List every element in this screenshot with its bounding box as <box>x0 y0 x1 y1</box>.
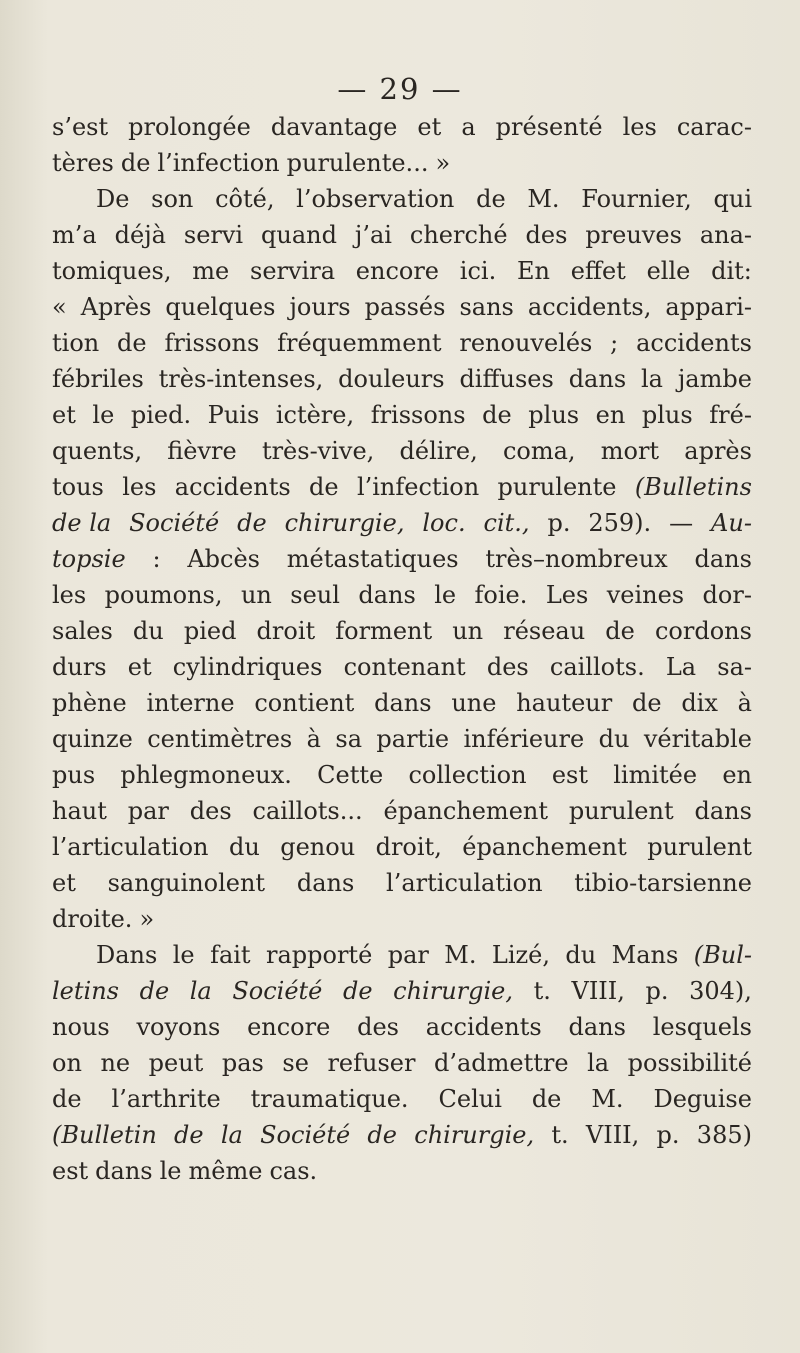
word: quelques <box>165 293 276 321</box>
word: 259). <box>588 509 652 537</box>
word: purulente <box>497 473 617 501</box>
word: cherché <box>409 221 508 249</box>
word: par <box>127 797 169 825</box>
word: la <box>220 1121 243 1149</box>
word: fré- <box>709 401 752 429</box>
word: de <box>120 149 151 177</box>
word: elle <box>646 257 691 285</box>
word: Cette <box>317 761 384 789</box>
word: topsie <box>52 545 126 573</box>
text-line <box>52 613 752 649</box>
word: de <box>139 977 170 1005</box>
word: dans <box>568 365 627 393</box>
word: quents, <box>52 437 143 465</box>
word: contient <box>254 689 355 717</box>
word: purulente... <box>286 149 429 177</box>
word: sales <box>52 617 113 645</box>
word: la <box>641 365 663 393</box>
word: accidents <box>636 329 752 357</box>
word: des <box>525 221 568 249</box>
word: on <box>52 1049 82 1077</box>
text-line <box>52 397 752 433</box>
word: présenté <box>495 113 603 141</box>
word: effet <box>570 257 626 285</box>
word: Les <box>545 581 589 609</box>
word: Dans <box>96 941 158 969</box>
word: très-vive, <box>261 437 375 465</box>
word: renouvelés <box>459 329 593 357</box>
word: droit, <box>375 833 442 861</box>
word: forment <box>335 617 433 645</box>
word: Au- <box>711 509 752 537</box>
text-line <box>52 325 752 361</box>
word: de <box>531 1085 562 1113</box>
text-line <box>52 433 752 469</box>
word: et <box>52 401 76 429</box>
word: prolongée <box>128 113 251 141</box>
word: p. <box>656 1121 680 1149</box>
word: centimètres <box>147 725 293 753</box>
word: son <box>151 185 194 213</box>
word: purulent <box>647 833 752 861</box>
text-line <box>52 1045 752 1081</box>
word: caillots... <box>252 797 363 825</box>
word: t. <box>533 977 551 1005</box>
word: dans <box>374 689 432 717</box>
word: de <box>605 617 635 645</box>
word: les <box>622 113 657 141</box>
word: caillots. <box>549 653 645 681</box>
word: de <box>237 509 267 537</box>
word: peut <box>148 1049 204 1077</box>
word: Puis <box>207 401 260 429</box>
word: mort <box>600 437 660 465</box>
word: limitée <box>613 761 698 789</box>
word: chirurgie, <box>284 509 405 537</box>
word: Lizé, <box>491 941 550 969</box>
text-line <box>52 973 752 1009</box>
word: l’articulation <box>386 869 543 897</box>
word: droit <box>256 617 316 645</box>
word: contenant <box>343 653 466 681</box>
word: purulent <box>568 797 674 825</box>
text-line <box>52 829 752 865</box>
word: et <box>52 869 76 897</box>
word: du <box>132 617 164 645</box>
word: seul <box>290 581 340 609</box>
word: poumons, <box>104 581 223 609</box>
word: du <box>598 725 630 753</box>
word: M. <box>591 1085 624 1113</box>
word: traumatique. <box>250 1085 409 1113</box>
word: En <box>516 257 550 285</box>
word: s’est <box>52 113 109 141</box>
word: 385) <box>696 1121 752 1149</box>
word: frissons <box>370 401 466 429</box>
word: délire, <box>399 437 478 465</box>
word: cit., <box>483 509 530 537</box>
word: servi <box>183 221 244 249</box>
word: diffuses <box>459 365 554 393</box>
word: chirurgie, <box>414 1121 535 1149</box>
word: M. <box>444 941 477 969</box>
word: tous <box>52 473 104 501</box>
word: fébriles <box>52 365 144 393</box>
word: passés <box>364 293 446 321</box>
word: « <box>52 293 67 321</box>
word: letins <box>52 977 119 1005</box>
word: cas. <box>269 1157 318 1185</box>
word: par <box>387 941 429 969</box>
word: pied. <box>130 401 192 429</box>
word: déjà <box>114 221 166 249</box>
word: l’articulation <box>52 833 209 861</box>
word: servira <box>250 257 336 285</box>
word: dans <box>358 581 416 609</box>
word: cylindriques <box>172 653 323 681</box>
word: (Bulletins <box>634 473 752 501</box>
word: après <box>684 437 752 465</box>
word: loc. <box>422 509 466 537</box>
word: La <box>665 653 697 681</box>
body-text <box>52 109 752 1189</box>
word: durs <box>52 653 107 681</box>
word: ici. <box>459 257 497 285</box>
word: dit: <box>711 257 752 285</box>
word: VIII, <box>571 977 625 1005</box>
word: 304), <box>689 977 752 1005</box>
word: est <box>551 761 588 789</box>
word: phène <box>52 689 127 717</box>
word: tomiques, <box>52 257 172 285</box>
word: de <box>174 1121 204 1149</box>
word: ne <box>100 1049 131 1077</box>
text-line <box>52 1117 752 1153</box>
text-line <box>52 145 752 181</box>
word: sans <box>459 293 514 321</box>
word: du <box>228 833 260 861</box>
word: de <box>342 977 373 1005</box>
word: accidents <box>425 1013 542 1041</box>
word: de <box>52 1085 82 1113</box>
word: de <box>367 1121 397 1149</box>
word: frissons <box>164 329 260 357</box>
word: accidents, <box>527 293 652 321</box>
word: (Bulletin <box>52 1121 157 1149</box>
word: partie <box>376 725 450 753</box>
text-line <box>52 685 752 721</box>
word: qui <box>713 185 752 213</box>
word: plus <box>528 401 580 429</box>
word: dans <box>296 869 355 897</box>
word: sa- <box>717 653 752 681</box>
word: nous <box>52 1013 110 1041</box>
word: ; <box>610 329 619 357</box>
word: de <box>476 185 506 213</box>
word: est <box>52 1157 89 1185</box>
word: de <box>117 329 147 357</box>
word: M. <box>527 185 560 213</box>
word: dans <box>694 797 752 825</box>
word: inférieure <box>463 725 585 753</box>
word: p. <box>645 977 669 1005</box>
word: en <box>595 401 626 429</box>
word: à <box>737 689 752 717</box>
word: phlegmoneux. <box>120 761 292 789</box>
word: l’infection <box>356 473 480 501</box>
text-line <box>52 1153 752 1189</box>
word: VIII, <box>585 1121 640 1149</box>
text-line <box>52 253 752 289</box>
text-line <box>52 865 752 901</box>
text-line <box>52 289 752 325</box>
word: véritable <box>643 725 752 753</box>
word: encore <box>355 257 440 285</box>
word: ictère, <box>275 401 355 429</box>
word: très–nombreux <box>485 545 668 573</box>
word: encore <box>247 1013 331 1041</box>
text-line <box>52 721 752 757</box>
word: le <box>92 401 115 429</box>
word: et <box>127 653 152 681</box>
word: plus <box>641 401 693 429</box>
word: haut <box>52 797 107 825</box>
word: quinze <box>52 725 133 753</box>
word: la <box>587 1049 610 1077</box>
word: de <box>482 401 512 429</box>
text-line <box>52 577 752 613</box>
word: p. <box>547 509 571 537</box>
word: possibilité <box>627 1049 752 1077</box>
text-line <box>52 361 752 397</box>
word: tères <box>52 149 114 177</box>
word: à <box>306 725 321 753</box>
word: — <box>669 509 694 537</box>
word: » <box>139 905 155 933</box>
word: et <box>417 113 442 141</box>
word: l’arthrite <box>111 1085 221 1113</box>
word: (Bul- <box>693 941 752 969</box>
word: la <box>189 977 212 1005</box>
word: même <box>188 1157 263 1185</box>
word: réseau <box>503 617 586 645</box>
word: a <box>461 113 476 141</box>
word: côté, <box>215 185 275 213</box>
word: en <box>722 761 752 789</box>
word: des <box>357 1013 399 1041</box>
text-line <box>52 505 752 541</box>
word: foie. <box>474 581 528 609</box>
word: jambe <box>677 365 752 393</box>
word: fièvre <box>167 437 237 465</box>
word: le <box>434 581 457 609</box>
word: De <box>96 185 130 213</box>
word: coma, <box>502 437 576 465</box>
word: hauteur <box>516 689 613 717</box>
word: pus <box>52 761 96 789</box>
word: quand <box>261 221 337 249</box>
word: dans <box>694 545 752 573</box>
page-number: — 29 — <box>337 72 463 106</box>
text-line <box>52 757 752 793</box>
word: » <box>435 149 451 177</box>
word: refuser <box>327 1049 416 1077</box>
text-line <box>52 541 752 577</box>
word: très-intenses, <box>158 365 324 393</box>
word: veines <box>606 581 685 609</box>
word: accidents <box>174 473 291 501</box>
word: tion <box>52 329 100 357</box>
word: un <box>240 581 272 609</box>
word: Société <box>129 509 220 537</box>
word: une <box>451 689 497 717</box>
word: droite. <box>52 905 133 933</box>
text-line <box>52 217 752 253</box>
word: collection <box>408 761 527 789</box>
word: rapporté <box>266 941 373 969</box>
word: les <box>122 473 157 501</box>
word: interne <box>146 689 235 717</box>
text-line <box>52 937 752 973</box>
word: pied <box>183 617 237 645</box>
word: me <box>192 257 230 285</box>
word: lesquels <box>652 1013 752 1041</box>
word: genou <box>280 833 356 861</box>
word: douleurs <box>338 365 445 393</box>
word: fréquemment <box>277 329 442 357</box>
text-line <box>52 793 752 829</box>
word: du <box>565 941 597 969</box>
word: dor- <box>702 581 752 609</box>
word: le <box>172 941 195 969</box>
word: de <box>631 689 662 717</box>
word: preuves <box>585 221 682 249</box>
word: de la <box>52 509 112 537</box>
word: dix <box>681 689 718 717</box>
word: davantage <box>270 113 398 141</box>
word: de <box>309 473 339 501</box>
word: t. <box>551 1121 569 1149</box>
text-line <box>52 181 752 217</box>
word: sanguinolent <box>107 869 266 897</box>
word: sa <box>335 725 362 753</box>
word: le <box>159 1157 182 1185</box>
word: Après <box>80 293 152 321</box>
word: appari- <box>665 293 752 321</box>
word: Mans <box>611 941 679 969</box>
word: épanchement <box>383 797 548 825</box>
word: Deguise <box>653 1085 752 1113</box>
word: m’a <box>52 221 97 249</box>
word: Abcès <box>187 545 260 573</box>
word: tibio-tarsienne <box>574 869 752 897</box>
text-line <box>52 901 752 937</box>
word: les <box>52 581 87 609</box>
word: d’admettre <box>433 1049 569 1077</box>
word: Celui <box>438 1085 502 1113</box>
word: métastatiques <box>286 545 459 573</box>
text-line <box>52 1009 752 1045</box>
word: fait <box>210 941 251 969</box>
word: dans <box>568 1013 626 1041</box>
word: dans <box>95 1157 153 1185</box>
word: pas <box>221 1049 264 1077</box>
word: des <box>189 797 232 825</box>
word: ana- <box>699 221 752 249</box>
word: j’ai <box>354 221 392 249</box>
word: des <box>486 653 529 681</box>
word: voyons <box>136 1013 221 1041</box>
word: : <box>152 545 161 573</box>
text-line <box>52 109 752 145</box>
word: chirurgie, <box>393 977 514 1005</box>
word: Société <box>260 1121 351 1149</box>
text-line <box>52 649 752 685</box>
text-line <box>52 469 752 505</box>
word: l’observation <box>296 185 455 213</box>
text-line <box>52 1081 752 1117</box>
word: Société <box>232 977 323 1005</box>
word: carac- <box>676 113 752 141</box>
word: se <box>282 1049 309 1077</box>
word: épanchement <box>462 833 627 861</box>
word: l’infection <box>157 149 280 177</box>
word: cordons <box>654 617 752 645</box>
word: Fournier, <box>581 185 692 213</box>
word: un <box>452 617 484 645</box>
word: jours <box>289 293 351 321</box>
